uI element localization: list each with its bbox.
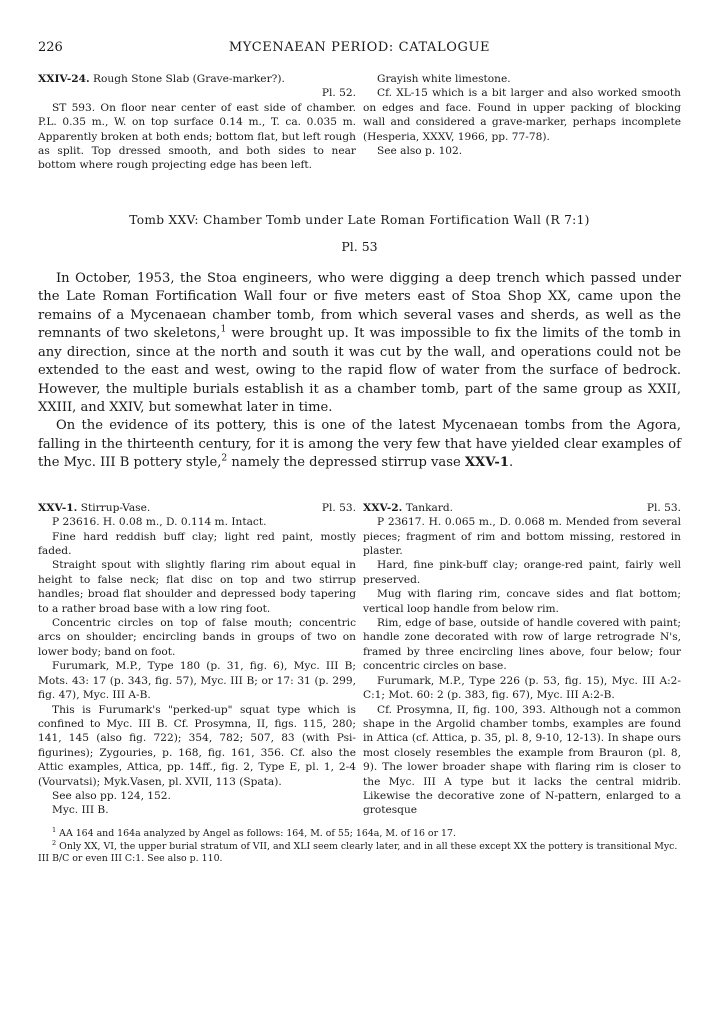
entry-xxv-1 [38,501,356,818]
catalogue-columns [38,501,681,818]
page [38,40,681,866]
intro-text: . [508,455,514,471]
entry-plate: Pl. 53. [321,501,356,514]
footnote-text: AA 164 and 164a analyzed by Angel as follows: 164, M. of 55; 164a, M. of 16 or 17. [59,827,456,839]
intro-paragraph [38,417,681,472]
intro-text: On the evidence of its pottery, this is one of the latest Mycenaean tombs from the Agora, falling in the thirteenth century, for it is among the very few that have yielded clear examples of the Myc. III B pottery style, [38,418,681,471]
intro-text: namely the depressed stirrup vase [227,455,465,471]
footnote [38,838,681,867]
entry-paragraph: Cf. XL-15 which is a bit larger and also worked smooth on edges and face. Found in upper packing of blocking wall and considered a grave-marker, perhaps incomplete (Hesperia, XXXV, 1966, pp. 77-78). [363,87,681,143]
running-title: MYCENAEAN PERIOD: CATALOGUE [228,40,491,55]
section-intro [38,270,681,473]
entry-plate: Pl. 53. [646,501,681,514]
entry-paragraph: Concentric circles on top of false mouth; concentric arcs on shoulder; encircling bands in groups of two on lower body; band on foot. [38,617,356,658]
footnote-mark: 1 [52,825,57,834]
entry-heading [363,501,681,515]
page-number: 226 [38,40,63,55]
entry-paragraph: Fine hard reddish buff clay; light red paint, mostly faded. [38,530,356,558]
entry-paragraph: Rim, edge of base, outside of handle covered with paint; handle zone decorated with row of large retrograde N's, framed by three encircling lines above, four below; four concentric circles on base. [363,617,681,673]
intro-text: were brought up. It was impossible to fix the limits of the tomb in any direction, since at the north and south it was cut by the wall, and operations could not be extended to the east and west, owing to the rapid flow of water from the surface of bedrock. However, the multiple burials establish it as a chamber tomb, part of the same group as XXII, XXIII, and XXIV, but somewhat later in time. [38,326,681,416]
entry-number: XXV-1. [38,501,78,514]
page-header [38,40,681,62]
footnote-mark: 2 [52,838,57,847]
entry-paragraph: Furumark, M.P., Type 226 (p. 53, fig. 15), Myc. III A:2-C:1; Mot. 60: 2 (p. 383, fig. 67), Myc. III A:2-B. [363,674,681,702]
entry-number: XXIV-24. [38,73,90,85]
entry-number: XXV-2. [363,501,403,514]
footnote-ref: 1 [220,323,227,335]
entry-paragraph: Cf. Prosymna, II, fig. 100, 393. Although not a common shape in the Argolid chamber tombs, examples are found in Attica (cf. Attica, p. 35, pl. 8, 9-10, 12-13). In shape ours most closely resembles the example from Brauron (pl. 8, 9). The lower broader shape with flaring rim is closer to the Myc. III A type but it lacks the central midrib. Likewise the decorative zone of N-pattern, enlarged to a grotesque [363,703,681,817]
entry-title: Stirrup-Vase. [80,501,151,514]
entry-paragraph: This is Furumark's "perked-up" squat type which is confined to Myc. III B. Cf. Prosymna, II, figs. 115, 280; 141, 145 (also fig. 722); 354, 782; 507, 83 (with Psi-figurines); Zygouries, p. 168, fig. 161, 356. Cf. also the Attic examples, Attica, pp. 14ff., fig. 2, Type E, pl. 1, 2-4 (Vourvatsi); Myk.Vasen, pl. XVII, 113 (Spata). [38,703,356,788]
top-columns [38,72,681,173]
entry-xxv-2 [363,501,681,818]
footnotes [38,825,681,866]
top-left-column [38,72,356,173]
top-right-column [363,72,681,173]
footnote-ref: 2 [221,453,228,465]
entry-paragraph: See also pp. 124, 152. [52,789,171,802]
entry-paragraph: ST 593. On floor near center of east side of chamber. P.L. 0.35 m., W. on top surface 0.14 m., T. ca. 0.035 m. Apparently broken at both ends; bottom flat, but left rough as split. Top dressed smooth, and both sides to near bottom where rough projecting edge has been left. [38,101,356,172]
entry-paragraph: P 23616. H. 0.08 m., D. 0.114 m. Intact. [52,516,267,529]
entry-paragraph: Grayish white limestone. [377,73,511,85]
entry-heading [38,501,356,515]
entry-paragraph: Hard, fine pink-buff clay; orange-red paint, fairly well preserved. [363,559,681,586]
section-plate: Pl. 53 [341,238,378,254]
footnote-text: Only XX, VI, the upper burial stratum of VII, and XLI seem clearly later, and in all these except XX the pottery is transitional Myc. III B/C or even III C:1. See also p. 110. [38,840,678,865]
entry-paragraph: Myc. III B. [52,804,109,817]
entry-paragraph: Furumark, M.P., Type 180 (p. 31, fig. 6), Myc. III B; Mots. 43: 17 (p. 343, fig. 57), Myc. III B; or 17: 31 (p. 299, fig. 47), Myc. III A-B. [38,660,356,702]
entry-paragraph: Straight spout with slightly flaring rim about equal in height to false neck; flat disc on top and two stirrup handles; broad flat shoulder and depressed body tapering to a rather broad base with a low ring foot. [38,559,356,615]
entry-title: Rough Stone Slab (Grave-marker?). [93,73,285,85]
entry-paragraph: P 23617. H. 0.065 m., D. 0.068 m. Mended from several pieces; fragment of rim and bottom missing, restored in plaster. [363,516,681,558]
entry-paragraph: Mug with flaring rim, concave sides and flat bottom; vertical loop handle from below rim. [363,588,681,615]
entry-plate: Pl. 52. [321,87,356,100]
intro-text: In October, 1953, the Stoa engineers, who were digging a deep trench which passed under the Late Roman Fortification Wall four or five meters east of Stoa Shop XX, came upon the remains of a Mycenaean chamber tomb, from which several vases and sherds, as well as the remnants of two skeletons, [38,270,681,342]
entry-heading [38,72,356,86]
footnote [38,825,681,841]
entry-paragraph: See also p. 102. [377,145,463,158]
section-title: Tomb XXV: Chamber Tomb under Late Roman Fortification Wall (R 7:1) [129,212,590,227]
catalogue-ref: XXV-1 [464,455,509,471]
intro-paragraph [38,270,681,418]
entry-title: Tankard. [405,501,454,514]
